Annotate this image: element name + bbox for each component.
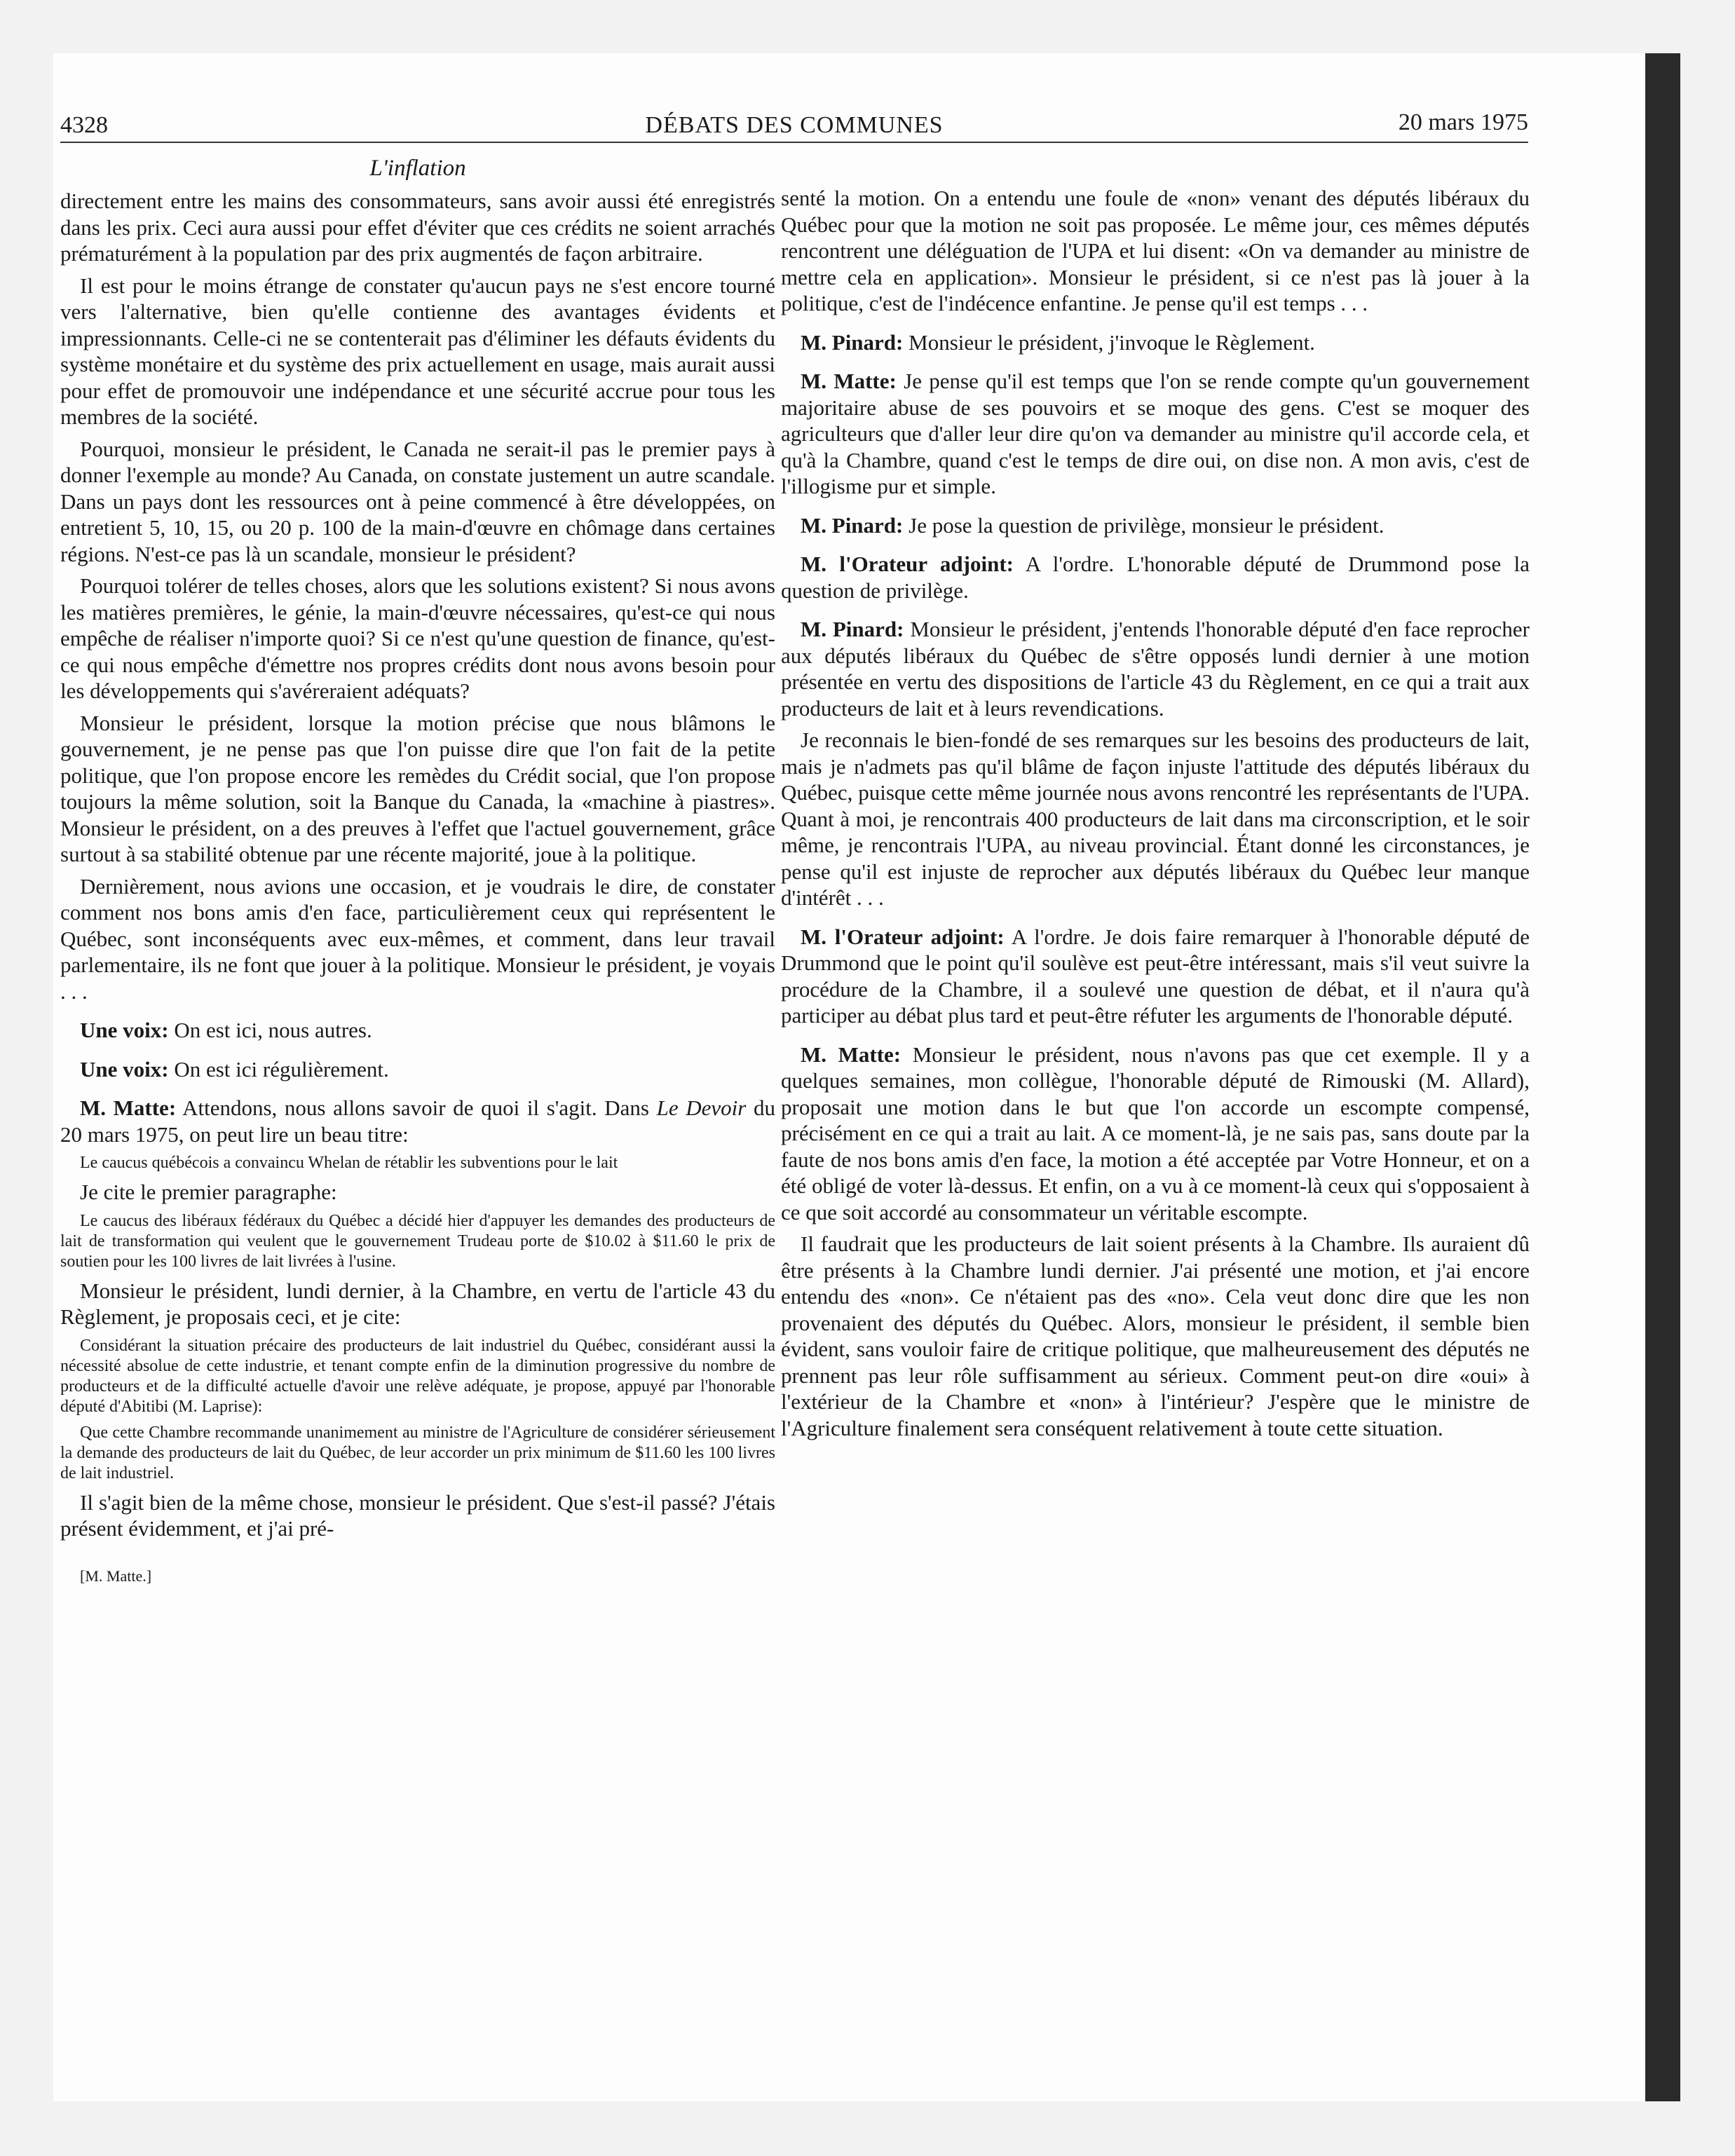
paragraph: Monsieur le président, lundi dernier, à la Chambre, en vertu de l'article 43 du Règlement, je proposais ceci, et je cite:	[60, 1278, 775, 1329]
speaker-name: M. Pinard:	[801, 329, 904, 355]
speaker-reference: [M. Matte.]	[80, 1567, 152, 1585]
binding-edge	[1645, 53, 1680, 2101]
speaker-name: M. Matte:	[801, 369, 897, 393]
speech-text: A l'ordre. L'honorable député de Drummond pose la question de privilège.	[781, 552, 1530, 603]
quoted-headline: Le caucus québécois a convaincu Whelan de rétablir les subventions pour le lait	[80, 1154, 618, 1172]
paragraph: directement entre les mains des consommateurs, sans avoir aussi été enregistrés dans les prix. Ceci aura aussi pour effet d'éviter que ces crédits ne soient arrachés prématurément à la population par des prix augmentés de façon arbitraire.	[60, 189, 775, 266]
newspaper-title: Le Devoir	[656, 1096, 747, 1120]
speech	[781, 616, 1530, 721]
speech	[60, 1095, 775, 1147]
speaker-name: Une voix:	[80, 1056, 169, 1082]
paragraph: Il est pour le moins étrange de constater qu'aucun pays ne s'est encore tourné vers l'alternative, bien qu'elle contienne des avantages évidents et impressionnants. Celle-ci ne se contenterait pas d'éliminer les défauts évidents du système monétaire et du système des prix actuellement en usage, mais aurait aussi pour effet de promouvoir une indépendance et une sécurité accrue pour tous les membres de la société.	[60, 273, 775, 429]
speech-text: A l'ordre. Je dois faire remarquer à l'honorable député de Drummond que le point qu'il soulève est peut-être intéressant, mais s'il veut suivre la procédure de la Chambre, il a soulevé une question de débat, et il n'aura qu'à participer au débat plus tard et peut-être réfuter les arguments de l'honorable député.	[781, 924, 1530, 1028]
speech-text: Monsieur le président, j'invoque le Règlement.	[909, 329, 1315, 355]
paragraph: senté la motion. On a entendu une foule de «non» venant des députés libéraux du Québec pour que la motion ne soit pas proposée. Le même jour, ces mêmes députés rencontrent une déléguation de l'UPA et lui disent: «On va demander au ministre de mettre cela en application». Monsieur le président, si ce n'est pas là jouer à la politique, c'est de l'indécence enfantine. Je pense qu'il est temps . . .	[781, 186, 1530, 315]
page-header	[60, 98, 1528, 143]
speaker-name: M. l'Orateur adjoint:	[801, 924, 1005, 949]
quoted-text: Le caucus des libéraux fédéraux du Québec a décidé hier d'appuyer les demandes des producteurs de lait de transformation qui veulent que le gouvernement Trudeau porte de $10.02 à $11.60 le prix de soutien pour les 100 livres de lait livrées à l'usine.	[60, 1211, 775, 1271]
quoted-motion: Considérant la situation précaire des producteurs de lait industriel du Québec, considérant aussi la nécessité absolue de cette industrie, et tenant compte enfin de la diminution progressive du nombre de producteurs et de la difficulté actuelle d'avoir une relève adéquate, je propose, appuyé par l'honorable député d'Abitibi (M. Laprise):	[60, 1336, 775, 1416]
paragraph: Monsieur le président, lorsque la motion précise que nous blâmons le gouvernement, je ne pense pas que l'on puisse dire que l'on fait de la petite politique, que l'on propose encore les remèdes du Crédit social, que l'on propose toujours la même solution, soit la Banque du Canada, la «machine à piastres». Monsieur le président, on a des preuves à l'effet que l'actuel gouvernement, grâce surtout à sa stabilité obtenue par une récente majorité, joue à la politique.	[60, 710, 775, 866]
publication-title: DÉBATS DES COMMUNES	[645, 112, 944, 138]
speech-text: Monsieur le président, j'entends l'honorable député d'en face reprocher aux députés libéraux du Québec de s'être opposés lundi dernier à une motion présentée en vertu des dispositions de l'article 43 du Règlement, en ce qui a trait aux producteurs de lait et à leurs revendications.	[781, 617, 1530, 721]
publication-date: 20 mars 1975	[1398, 109, 1528, 135]
quoted-motion: Que cette Chambre recommande unanimement au ministre de l'Agriculture de considérer sérieusement la demande des producteurs de lait du Québec, de leur accorder un prix minimum de $11.60 les 100 livres de lait industriel.	[60, 1423, 775, 1482]
speaker-name: M. Pinard:	[801, 512, 904, 538]
section-title: L'inflation	[369, 156, 466, 181]
speaker-name: M. Matte:	[801, 1042, 901, 1067]
speaker-name: M. l'Orateur adjoint:	[801, 552, 1014, 576]
right-column	[781, 185, 1530, 2000]
speaker-name: M. Matte:	[80, 1096, 177, 1120]
paragraph: Dernièrement, nous avions une occasion, et je voudrais le dire, de constater comment nos bons amis d'en face, particulièrement ceux qui représentent le Québec, sont inconséquents avec eux-mêmes, et comment, dans leur travail parlementaire, ils ne font que jouer à la politique. Monsieur le président, je voyais . . .	[60, 873, 775, 1004]
speech	[781, 1042, 1530, 1226]
speech-text: Monsieur le président, nous n'avons pas que cet exemple. Il y a quelques semaines, mon collègue, l'honorable député de Rimouski (M. Allard), proposait une motion dans le but que l'on accorde un escompte compensé, précisément en ce qui a trait au lait. A ce moment-là, je ne sais pas, sans doute par la faute de nos bons amis d'en face, la motion a été acceptée par Votre Honneur, et on a été obligé de voter là-dessus. Et enfin, on a vu à ce moment-là ceux qui s'opposaient à ce que soit accordé au consommateur un véritable escompte.	[781, 1042, 1530, 1224]
speech-text: Je pose la question de privilège, monsieur le président.	[909, 512, 1384, 538]
page-number: 4328	[60, 112, 108, 138]
paragraph: Pourquoi tolérer de telles choses, alors que les solutions existent? Si nous avons les matières premières, le génie, la main-d'œuvre nécessaires, qu'est-ce qui nous empêche de réaliser n'importe quoi? Si ce n'est qu'une question de finance, qu'est-ce qui nous empêche d'émettre nos propres crédits dont nous avons besoin pour les développements qui s'avéreraient adéquats?	[60, 573, 775, 703]
speaker-name: M. Pinard:	[801, 617, 904, 641]
paragraph: Il s'agit bien de la même chose, monsieur le président. Que s'est-il passé? J'étais présent évidemment, et j'ai pré-	[60, 1489, 775, 1541]
left-column	[60, 188, 775, 2003]
speaker-name: Une voix:	[80, 1018, 169, 1042]
speech	[60, 1017, 775, 1044]
speech	[781, 368, 1530, 500]
paragraph: Je reconnais le bien-fondé de ses remarques sur les besoins des producteurs de lait, mais je n'admets pas qu'il blâme de façon injuste l'attitude des députés libéraux du Québec, puisque cette même journée nous avons rencontré les représentants de l'UPA. Quant à moi, je rencontrais 400 producteurs de lait dans ma circonscription, et le soir même, je rencontrais l'UPA, au niveau provincial. Étant donné les circonstances, je pense qu'il est injuste de reprocher aux députés libéraux du Québec leur manque d'intérêt . . .	[781, 728, 1530, 910]
speech	[781, 329, 1530, 356]
speech	[781, 924, 1530, 1029]
speech	[781, 551, 1530, 603]
paragraph: Je cite le premier paragraphe:	[80, 1180, 337, 1204]
speech-text: Attendons, nous allons savoir de quoi il s'agit. Dans	[182, 1096, 649, 1120]
speech-text: On est ici, nous autres.	[174, 1018, 372, 1042]
paragraph: Pourquoi, monsieur le président, le Canada ne serait-il pas le premier pays à donner l'exemple au monde? Au Canada, on constate justement un autre scandale. Dans un pays dont les ressources ont à peine commencé à être développées, on entretient 5, 10, 15, ou 20 p. 100 de la main-d'œuvre en chômage dans certaines régions. N'est-ce pas là un scandale, monsieur le président?	[60, 436, 775, 566]
speech-text: On est ici régulièrement.	[174, 1056, 389, 1082]
speech-text: Je pense qu'il est temps que l'on se rende compte qu'un gouvernement majoritaire abuse de ses pouvoirs et se moque des gens. C'est se moquer des agriculteurs que d'aller leur dire qu'on va demander au ministre qu'il accorde cela, et qu'à la Chambre, quand c'est le temps de dire oui, on dise non. A mon avis, c'est de l'illogisme pur et simple.	[781, 369, 1530, 498]
speech	[60, 1056, 775, 1083]
speech	[781, 512, 1530, 539]
speech-text: du 20 mars 1975, on peut lire un beau titre:	[60, 1096, 775, 1147]
paragraph: Il faudrait que les producteurs de lait soient présents à la Chambre. Ils auraient dû être présents à la Chambre lundi dernier. J'ai présenté une motion, et j'ai encore entendu des «non». Ce n'étaient pas des «no». Cela veut donc dire que les non provenaient des députés du Québec. Alors, monsieur le président, il semble bien évident, sans vouloir faire de critique politique, que malheureusement des députés ne prennent pas leur rôle suffisamment au sérieux. Comment peut-on dire «oui» à l'extérieur de la Chambre et «non» à l'intérieur? J'espère que le ministre de l'Agriculture finalement sera conséquent relativement à toute cette situation.	[781, 1231, 1530, 1440]
